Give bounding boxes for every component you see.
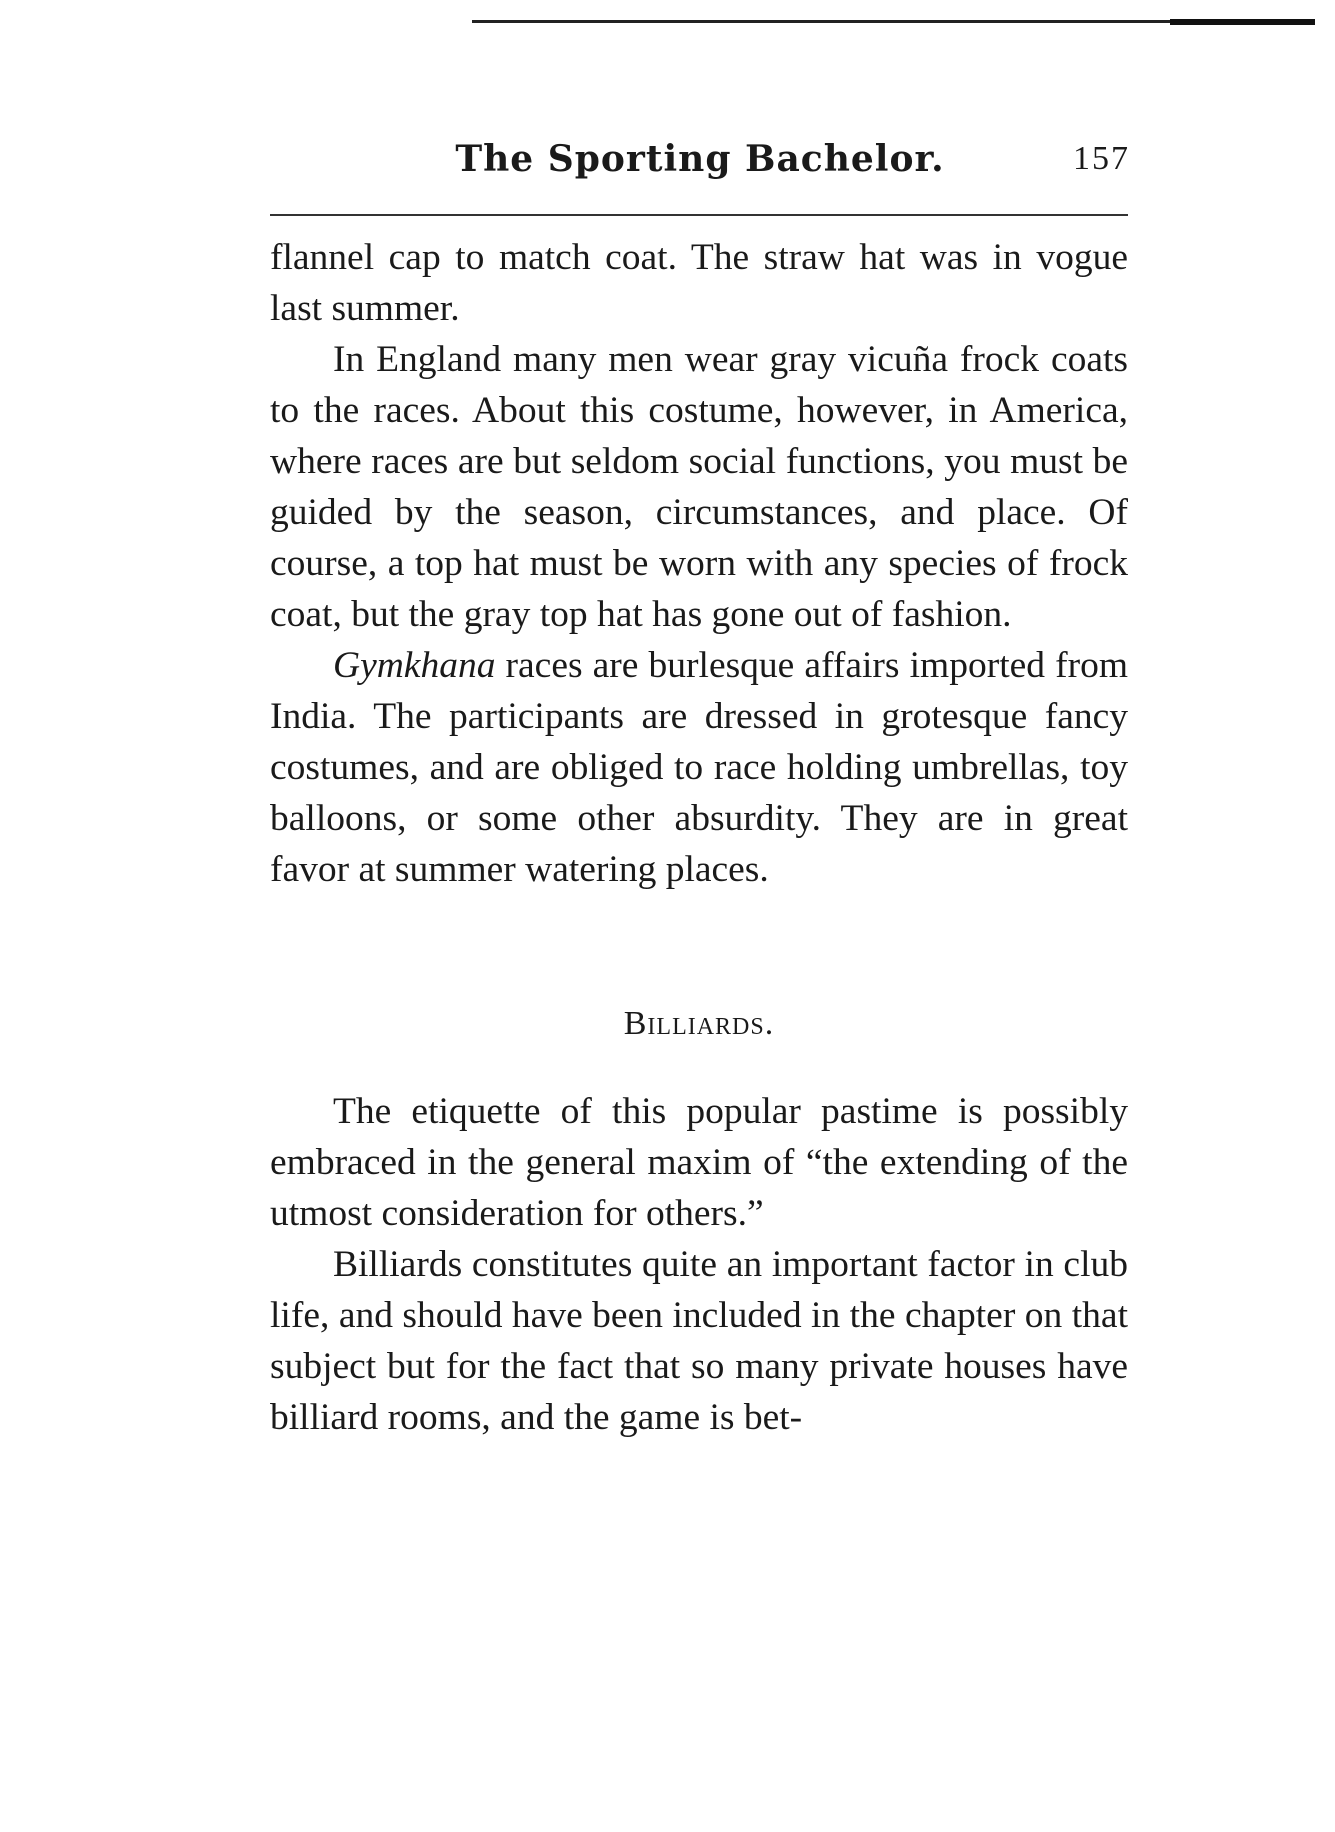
paragraph-3 (270, 640, 1128, 895)
paragraph-3-text: races are burlesque affairs imported from India. The participants are dressed in grotesque fancy costumes, and are obliged to race holding umbrellas, toy balloons, or some other absurdity. They are in great favor at summer watering places. (270, 645, 1128, 890)
page-body (270, 232, 1128, 1443)
paragraph-5: Billiards constitutes quite an important factor in club life, and should have been included in the chapter on that subject but for the fact that so many private houses have billiard rooms, and the game is bet- (270, 1244, 1128, 1438)
paragraph-2: In England many men wear gray vicuña frock coats to the races. About this costume, however, in America, where races are but seldom social functions, you must be guided by the season, circumstances, and place. Of course, a top hat must be worn with any species of frock coat, but the gray top hat has gone out of fashion. (270, 339, 1128, 635)
paragraph-4: The etiquette of this popular pastime is possibly embraced in the general maxim of “the extending of the utmost consideration for others.” (270, 1091, 1128, 1234)
header-rule (270, 214, 1128, 216)
page-number: 157 (1073, 140, 1130, 177)
page-header (270, 138, 1130, 198)
top-rule-end (1170, 19, 1315, 25)
paragraph-3-italic: Gymkhana (333, 645, 496, 686)
section-heading: Billiards. (623, 1005, 775, 1042)
running-title: The Sporting Bachelor. (455, 138, 945, 180)
paragraph-1: flannel cap to match coat. The straw hat was in vogue last summer. (270, 237, 1128, 329)
